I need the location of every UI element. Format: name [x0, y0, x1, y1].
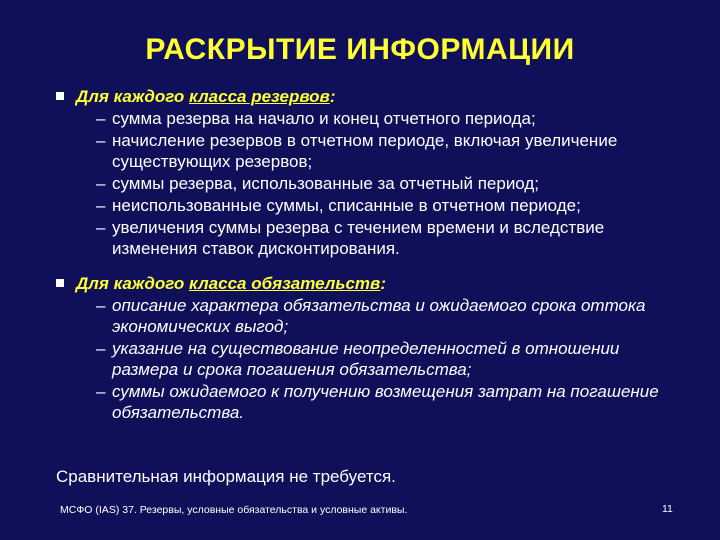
list-item-text: начисление резервов в отчетном периоде, включая увеличение существующих резервов; [112, 131, 618, 171]
dash-marker: – [96, 109, 106, 128]
list-item-text: сумма резерва на начало и конец отчетного периода; [112, 109, 536, 128]
section-reserves [56, 86, 686, 259]
section-heading [76, 273, 686, 294]
list-item [76, 217, 686, 259]
square-bullet-icon [56, 279, 64, 287]
footer-source: МСФО (IAS) 37. Резервы, условные обязательства и условные активы. [60, 504, 408, 516]
section-heading [76, 86, 686, 107]
slide-title: РАСКРЫТИЕ ИНФОРМАЦИИ [145, 33, 575, 66]
list-item-text: суммы резерва, использованные за отчетный период; [112, 174, 540, 193]
list-item-text: указание на существование неопределенностей в отношении размера и срока погашения обязательства; [112, 339, 620, 379]
dash-marker: – [96, 339, 106, 358]
list-item [76, 195, 686, 216]
sub-list [76, 295, 686, 423]
list-item [76, 108, 686, 129]
list-item [76, 130, 686, 172]
heading-prefix: Для каждого [76, 87, 190, 106]
square-bullet-icon [56, 92, 64, 100]
dash-marker: – [96, 174, 106, 193]
heading-suffix: : [380, 274, 386, 293]
section-obligations [56, 273, 686, 423]
heading-suffix: : [329, 87, 336, 106]
list-item-text: неиспользованные суммы, списанные в отчетном периоде; [112, 196, 581, 215]
heading-underlined-term: класса резервов [189, 87, 330, 106]
page-number: 11 [662, 503, 673, 515]
slide-content [56, 86, 686, 437]
closing-note: Сравнительная информация не требуется. [56, 467, 396, 486]
sub-list [76, 108, 686, 259]
dash-marker: – [96, 382, 106, 401]
dash-marker: – [96, 131, 106, 150]
dash-marker: – [96, 196, 106, 215]
heading-prefix: Для каждого [76, 274, 190, 293]
dash-marker: – [96, 296, 106, 315]
list-item [76, 338, 686, 380]
list-item [76, 295, 686, 337]
dash-marker: – [96, 218, 106, 237]
list-item [76, 173, 686, 194]
list-item [76, 381, 686, 423]
heading-underlined-term: класса обязательств [189, 274, 381, 293]
list-item-text: суммы ожидаемого к получению возмещения затрат на погашение обязательства. [112, 382, 659, 422]
list-item-text: описание характера обязательства и ожидаемого срока оттока экономических выгод; [112, 296, 646, 336]
list-item-text: увеличения суммы резерва с течением времени и вследствие изменения ставок дисконтирования. [112, 218, 605, 258]
